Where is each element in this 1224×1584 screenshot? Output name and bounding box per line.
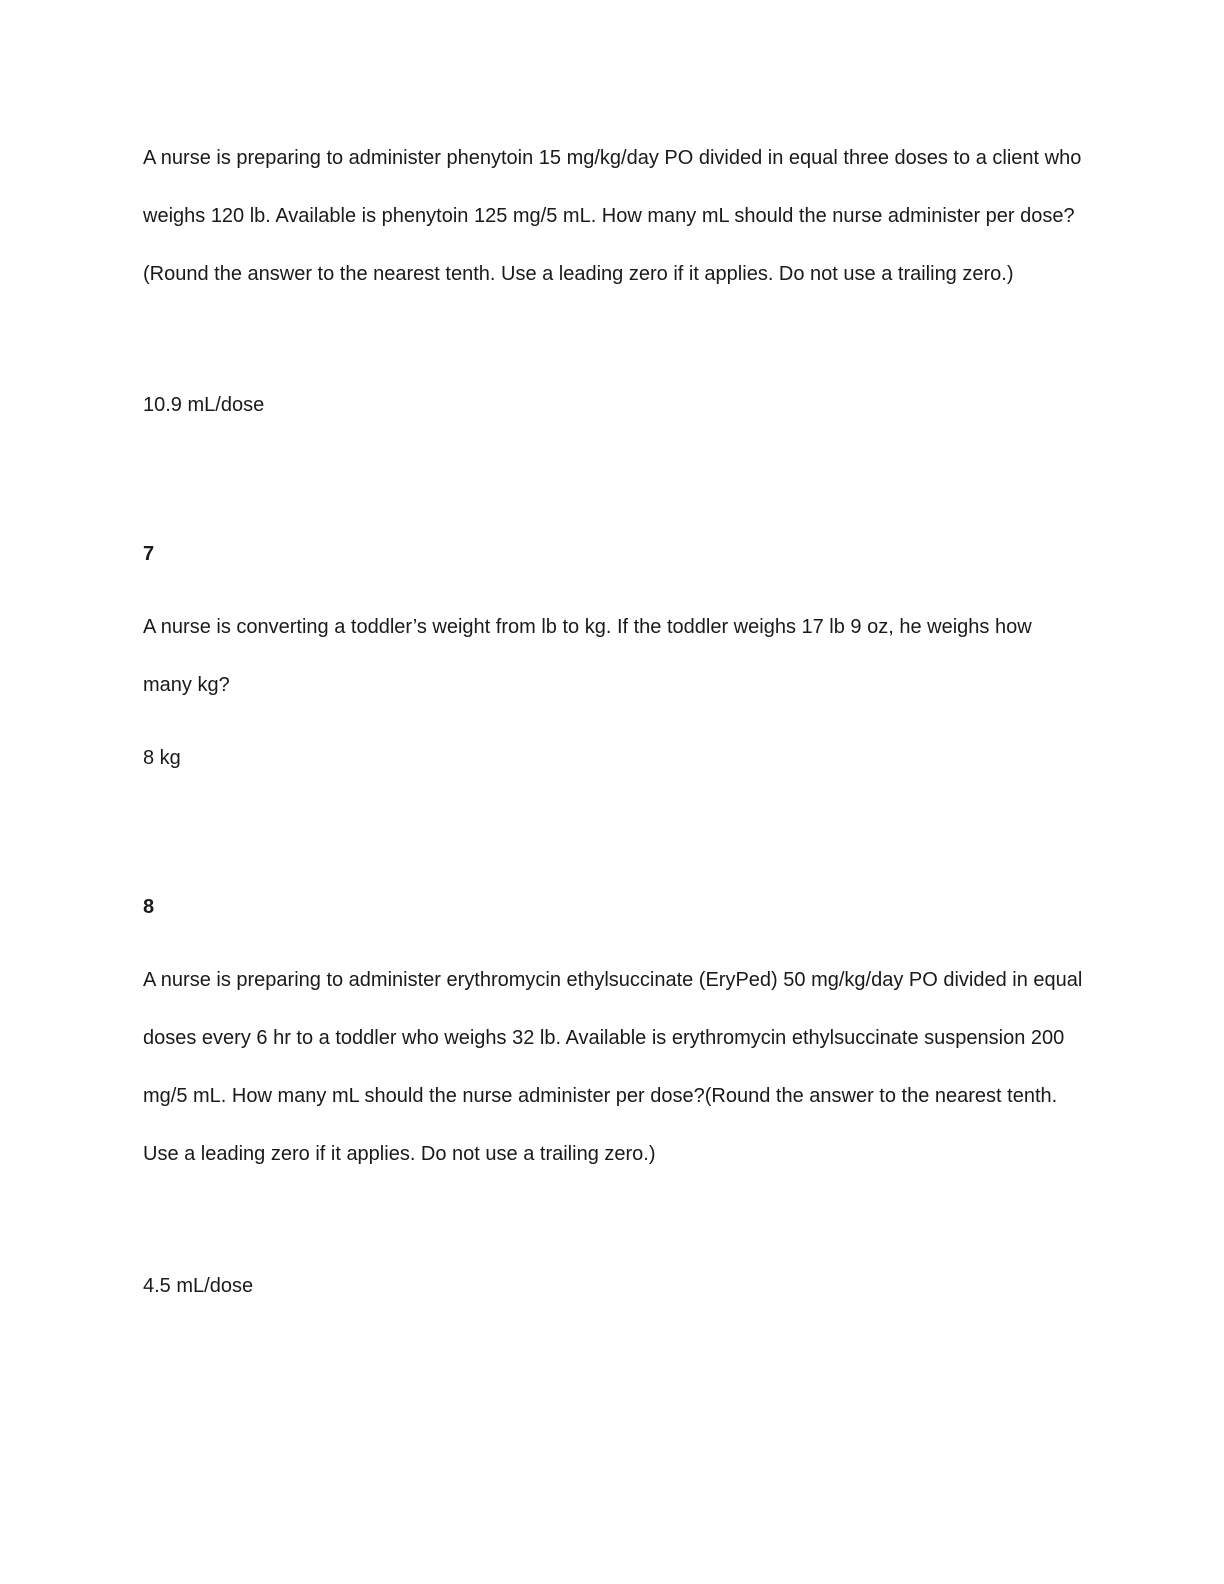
- question-8-answer-block: [143, 1274, 1083, 1298]
- question-6-answer-block: [143, 393, 1083, 417]
- question-7-answer-block: [143, 746, 1083, 770]
- question-text: A nurse is preparing to administer phenytoin 15 mg/kg/day PO divided in equal three doses to a client who weighs 120 lb. Available is phenytoin 125 mg/5 mL. How many mL should the nurse administer per dose? (Round the answer to the nearest tenth. Use a leading zero if it applies. Do not use a trailing zero.): [143, 147, 1082, 285]
- answer-text: 4.5 mL/dose: [143, 1275, 254, 1297]
- question-7: [143, 598, 1083, 714]
- question-8-number-block: [143, 895, 1083, 919]
- question-number: 7: [143, 543, 155, 565]
- question-6: [143, 129, 1083, 303]
- question-text: A nurse is preparing to administer erythromycin ethylsuccinate (EryPed) 50 mg/kg/day PO divided in equal doses every 6 hr to a toddler who weighs 32 lb. Available is erythromycin ethylsuccinate suspension 200 mg/5 mL. How many mL should the nurse administer per dose?(Round the answer to the nearest tenth. Use a leading zero if it applies. Do not use a trailing zero.): [143, 969, 1083, 1165]
- answer-text: 10.9 mL/dose: [143, 394, 265, 416]
- question-8: [143, 951, 1083, 1183]
- question-text: A nurse is converting a toddler’s weight from lb to kg. If the toddler weighs 17 lb 9 oz, he weighs how many kg?: [143, 616, 1032, 696]
- question-7-number-block: [143, 542, 1083, 566]
- answer-text: 8 kg: [143, 747, 181, 769]
- question-number: 8: [143, 896, 155, 918]
